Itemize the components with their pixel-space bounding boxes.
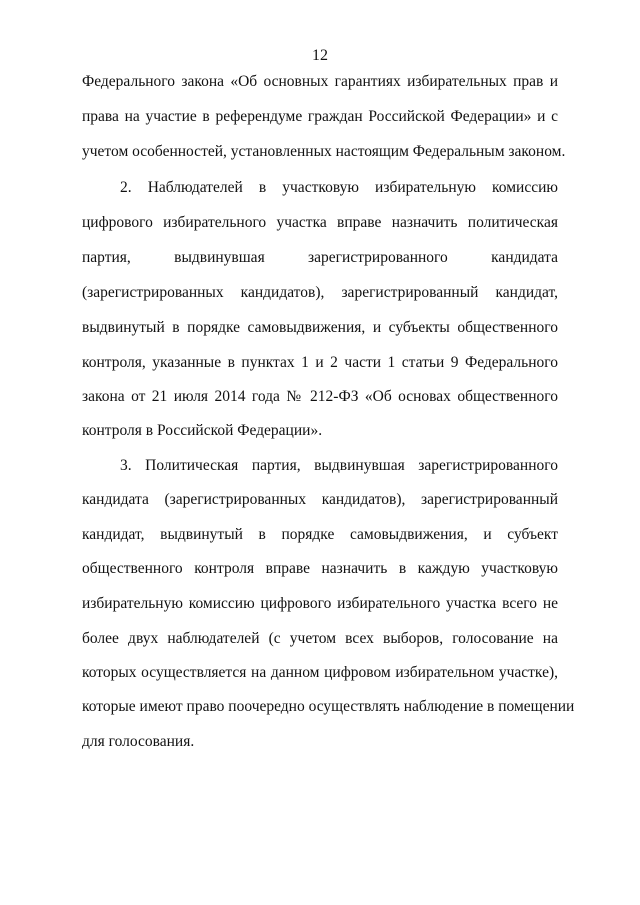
paragraph-2-line-5: выдвинутый в порядке самовыдвижения, и субъекты общественного [82, 319, 558, 336]
paragraph-1-line-1: Федерального закона «Об основных гарантиях избирательных прав и [82, 73, 558, 90]
paragraph-3-line-4: общественного контроля вправе назначить в каждую участковую [82, 560, 558, 577]
paragraph-3-line-5: избирательную комиссию цифрового избирательного участка всего не [82, 595, 558, 612]
paragraph-1-line-2: права на участие в референдуме граждан Российской Федерации» и с [82, 108, 558, 125]
paragraph-2-line-4: (зарегистрированных кандидатов), зарегистрированный кандидат, [82, 284, 558, 301]
paragraph-2-line-6: контроля, указанные в пунктах 1 и 2 части 1 статьи 9 Федерального [82, 354, 558, 371]
paragraph-3-line-9: для голосования. [82, 733, 195, 750]
paragraph-3-line-1: 3. Политическая партия, выдвинувшая зарегистрированного [120, 457, 558, 474]
paragraph-2-line-2: цифрового избирательного участка вправе назначить политическая [82, 214, 558, 231]
paragraph-3-line-2: кандидата (зарегистрированных кандидатов), зарегистрированный [82, 491, 558, 508]
paragraph-3-line-7: которых осуществляется на данном цифровом избирательном участке), [82, 664, 558, 681]
paragraph-2-line-3: партия, выдвинувшая зарегистрированного кандидата [82, 249, 558, 266]
paragraph-3-line-8: которые имеют право поочередно осуществлять наблюдение в помещении [82, 698, 575, 715]
paragraph-2-line-7: закона от 21 июля 2014 года № 212-ФЗ «Об основах общественного [82, 388, 558, 405]
paragraph-1-line-3: учетом особенностей, установленных настоящим Федеральным законом. [82, 143, 566, 160]
paragraph-3-line-3: кандидат, выдвинутый в порядке самовыдвижения, и субъект [82, 526, 558, 543]
page-number: 12 [312, 47, 328, 64]
paragraph-2-line-8: контроля в Российской Федерации». [82, 422, 323, 439]
paragraph-2-line-1: 2. Наблюдателей в участковую избирательную комиссию [120, 179, 558, 196]
paragraph-3-line-6: более двух наблюдателей (с учетом всех выборов, голосование на [82, 630, 558, 647]
